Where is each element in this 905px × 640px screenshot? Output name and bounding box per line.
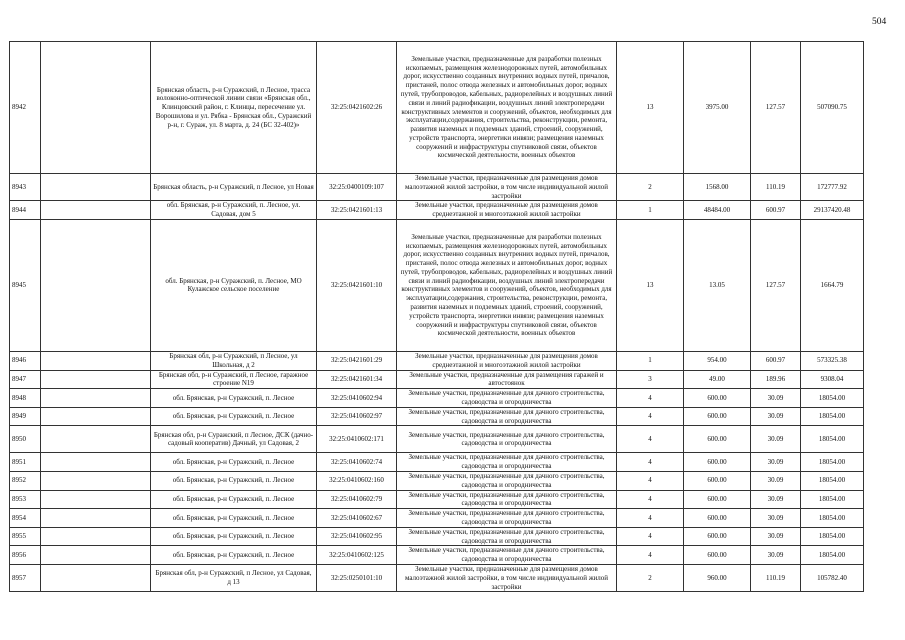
blank-cell bbox=[41, 351, 151, 370]
area-cell: 600.00 bbox=[684, 407, 751, 426]
cadastral-number-cell: 32:25:0421601:10 bbox=[317, 219, 397, 351]
use-code-cell: 1 bbox=[617, 201, 684, 220]
rate-cell: 30.09 bbox=[751, 407, 801, 426]
row-number: 8944 bbox=[10, 201, 41, 220]
area-cell: 3975.00 bbox=[684, 42, 751, 174]
blank-cell bbox=[41, 389, 151, 408]
table-row bbox=[10, 407, 864, 426]
rate-cell: 30.09 bbox=[751, 527, 801, 546]
cadastral-number-cell: 32:25:0410602:171 bbox=[317, 426, 397, 453]
land-use-cell: Земельные участки, предназначенные для размещения домов среднеэтажной и многоэтажной жилой застройки bbox=[397, 201, 617, 220]
address-cell: обл. Брянская, р-н Суражский, п. Лесное bbox=[151, 509, 317, 528]
cadastral-value-cell: 18054.00 bbox=[801, 407, 864, 426]
use-code-cell: 2 bbox=[617, 174, 684, 201]
use-code-cell: 4 bbox=[617, 546, 684, 565]
cadastral-number-cell: 32:25:0421601:34 bbox=[317, 370, 397, 389]
rate-cell: 30.09 bbox=[751, 453, 801, 472]
address-cell: Брянская обл, р-н Суражский, п Лесное, ул Садовая, д 13 bbox=[151, 564, 317, 591]
cadastral-value-cell: 9308.04 bbox=[801, 370, 864, 389]
rate-cell: 30.09 bbox=[751, 509, 801, 528]
rate-cell: 127.57 bbox=[751, 219, 801, 351]
cadastral-number-cell: 32:25:0410602:79 bbox=[317, 490, 397, 509]
rate-cell: 189.96 bbox=[751, 370, 801, 389]
blank-cell bbox=[41, 453, 151, 472]
use-code-cell: 1 bbox=[617, 351, 684, 370]
land-use-cell: Земельные участки, предназначенные для разработки полезных ископаемых, размещения железнодорожных путей, автомобильных дорог, искусственно созданных внутренних водных путей, причалов, пристаней, полос отвода железных и автомобильных дорог, водных путей, трубопроводов, кабельных, радиорелейных и воздушных линий связи и линий радиофикации, воздушных линий электропередачи конструктивных элементов и сооружений, объектов, необходимых для эксплуатации,содержания, строительства, реконструкции, ремонта, развития наземных и подземных зданий, строений, сооружений, устройств транспорта, энергетики инвязи; размещения наземных сооружений и инфраструктуры спутниковой связи, объектов космической деятельности, военных объектов bbox=[397, 42, 617, 174]
land-use-cell: Земельные участки, предназначенные для размещения домов среднеэтажной и многоэтажной жилой застройки bbox=[397, 351, 617, 370]
blank-cell bbox=[41, 490, 151, 509]
table-row bbox=[10, 219, 864, 351]
land-registry-table bbox=[9, 41, 864, 592]
rate-cell: 30.09 bbox=[751, 546, 801, 565]
area-cell: 13.05 bbox=[684, 219, 751, 351]
blank-cell bbox=[41, 527, 151, 546]
row-number: 8943 bbox=[10, 174, 41, 201]
land-use-cell: Земельные участки, предназначенные для дачного строительства, садоводства и огородничества bbox=[397, 509, 617, 528]
address-cell: Брянская область, р-н Суражский, п Лесное, трасса волоконно-оптической линии связи «Брянская обл., Клинцовский район, г. Клинцы, пересечение ул. Ворошилова и ул. Рябка - Брянская обл., Суражский р-н, г. Сураж, ул. 8 марта, д. 24 (БС 32-402)» bbox=[151, 42, 317, 174]
land-use-cell: Земельные участки, предназначенные для размещения домов малоэтажной жилой застройки, в том числе индивидуальной жилой застройки bbox=[397, 564, 617, 591]
cadastral-number-cell: 32:25:0410602:125 bbox=[317, 546, 397, 565]
land-use-cell: Земельные участки, предназначенные для размещения гаражей и автостоянок bbox=[397, 370, 617, 389]
cadastral-value-cell: 105782.40 bbox=[801, 564, 864, 591]
cadastral-value-cell: 18054.00 bbox=[801, 490, 864, 509]
area-cell: 600.00 bbox=[684, 389, 751, 408]
address-cell: обл. Брянская, р-н Суражский, п. Лесное, ул. Садовая, дом 5 bbox=[151, 201, 317, 220]
address-cell: обл. Брянская, р-н Суражский, п. Лесное bbox=[151, 453, 317, 472]
rate-cell: 30.09 bbox=[751, 490, 801, 509]
address-cell: обл. Брянская, р-н Суражский, п. Лесное bbox=[151, 389, 317, 408]
row-number: 8951 bbox=[10, 453, 41, 472]
table-row bbox=[10, 351, 864, 370]
use-code-cell: 4 bbox=[617, 490, 684, 509]
rate-cell: 30.09 bbox=[751, 471, 801, 490]
address-cell: обл. Брянская, р-н Суражский, п. Лесное, МО Кулажское сельское поселение bbox=[151, 219, 317, 351]
cadastral-number-cell: 32:25:0410602:94 bbox=[317, 389, 397, 408]
row-number: 8950 bbox=[10, 426, 41, 453]
cadastral-number-cell: 32:25:0410602:74 bbox=[317, 453, 397, 472]
rate-cell: 110.19 bbox=[751, 564, 801, 591]
cadastral-number-cell: 32:25:0410602:67 bbox=[317, 509, 397, 528]
area-cell: 954.00 bbox=[684, 351, 751, 370]
address-cell: обл. Брянская, р-н Суражский, п. Лесное bbox=[151, 471, 317, 490]
area-cell: 600.00 bbox=[684, 426, 751, 453]
area-cell: 600.00 bbox=[684, 509, 751, 528]
use-code-cell: 4 bbox=[617, 426, 684, 453]
table-row bbox=[10, 453, 864, 472]
table-row bbox=[10, 42, 864, 174]
rate-cell: 600.97 bbox=[751, 351, 801, 370]
table-row bbox=[10, 564, 864, 591]
area-cell: 48484.00 bbox=[684, 201, 751, 220]
cadastral-number-cell: 32:25:0410602:160 bbox=[317, 471, 397, 490]
cadastral-value-cell: 507090.75 bbox=[801, 42, 864, 174]
page-number: 504 bbox=[872, 17, 887, 27]
cadastral-value-cell: 18054.00 bbox=[801, 471, 864, 490]
rate-cell: 127.57 bbox=[751, 42, 801, 174]
area-cell: 600.00 bbox=[684, 471, 751, 490]
use-code-cell: 3 bbox=[617, 370, 684, 389]
address-cell: Брянская обл, р-н Суражский, п Лесное, ул Школьная, д 2 bbox=[151, 351, 317, 370]
cadastral-value-cell: 172777.92 bbox=[801, 174, 864, 201]
rate-cell: 600.97 bbox=[751, 201, 801, 220]
cadastral-value-cell: 18054.00 bbox=[801, 546, 864, 565]
land-use-cell: Земельные участки, предназначенные для разработки полезных ископаемых, размещения железнодорожных путей, автомобильных дорог, искусственно созданных внутренних водных путей, причалов, пристаней, полос отвода железных и автомобильных дорог, водных путей, трубопроводов, кабельных, радиорелейных и воздушных линий связи и линий радиофикации, воздушных линий электропередачи конструктивных элементов и сооружений, объектов, необходимых для эксплуатации,содержания, строительства, реконструкции, ремонта, развития наземных и подземных зданий, строений, сооружений, устройств транспорта, энергетики инвязи; размещения наземных сооружений и инфраструктуры спутниковой связи, объектов космической деятельности, военных объектов bbox=[397, 219, 617, 351]
use-code-cell: 4 bbox=[617, 471, 684, 490]
row-number: 8953 bbox=[10, 490, 41, 509]
blank-cell bbox=[41, 509, 151, 528]
cadastral-value-cell: 18054.00 bbox=[801, 527, 864, 546]
row-number: 8952 bbox=[10, 471, 41, 490]
address-cell: Брянская обл, р-н Суражский, п Лесное, ДСК (дачно-садовый кооператив) Дачный, ул Садовая, 2 bbox=[151, 426, 317, 453]
cadastral-value-cell: 18054.00 bbox=[801, 389, 864, 408]
table-row bbox=[10, 471, 864, 490]
address-cell: обл. Брянская, р-н Суражский, п. Лесное bbox=[151, 407, 317, 426]
table-row bbox=[10, 201, 864, 220]
use-code-cell: 13 bbox=[617, 42, 684, 174]
address-cell: Брянская область, р-н Суражский, п Лесное, ул Новая bbox=[151, 174, 317, 201]
blank-cell bbox=[41, 426, 151, 453]
use-code-cell: 4 bbox=[617, 453, 684, 472]
use-code-cell: 13 bbox=[617, 219, 684, 351]
use-code-cell: 2 bbox=[617, 564, 684, 591]
cadastral-value-cell: 18054.00 bbox=[801, 453, 864, 472]
area-cell: 600.00 bbox=[684, 546, 751, 565]
land-use-cell: Земельные участки, предназначенные для дачного строительства, садоводства и огородничества bbox=[397, 527, 617, 546]
blank-cell bbox=[41, 42, 151, 174]
land-use-cell: Земельные участки, предназначенные для размещения домов малоэтажной жилой застройки, в том числе индивидуальной жилой застройки bbox=[397, 174, 617, 201]
cadastral-value-cell: 29137420.48 bbox=[801, 201, 864, 220]
use-code-cell: 4 bbox=[617, 407, 684, 426]
blank-cell bbox=[41, 174, 151, 201]
cadastral-number-cell: 32:25:0410602:97 bbox=[317, 407, 397, 426]
blank-cell bbox=[41, 407, 151, 426]
area-cell: 49.00 bbox=[684, 370, 751, 389]
land-use-cell: Земельные участки, предназначенные для дачного строительства, садоводства и огородничества bbox=[397, 546, 617, 565]
rate-cell: 30.09 bbox=[751, 389, 801, 408]
cadastral-number-cell: 32:25:0410602:95 bbox=[317, 527, 397, 546]
use-code-cell: 4 bbox=[617, 389, 684, 408]
row-number: 8948 bbox=[10, 389, 41, 408]
area-cell: 960.00 bbox=[684, 564, 751, 591]
area-cell: 1568.00 bbox=[684, 174, 751, 201]
blank-cell bbox=[41, 471, 151, 490]
table-row bbox=[10, 389, 864, 408]
cadastral-value-cell: 1664.79 bbox=[801, 219, 864, 351]
address-cell: обл. Брянская, р-н Суражский, п. Лесное bbox=[151, 546, 317, 565]
land-use-cell: Земельные участки, предназначенные для дачного строительства, садоводства и огородничества bbox=[397, 453, 617, 472]
land-use-cell: Земельные участки, предназначенные для дачного строительства, садоводства и огородничества bbox=[397, 407, 617, 426]
row-number: 8955 bbox=[10, 527, 41, 546]
blank-cell bbox=[41, 219, 151, 351]
blank-cell bbox=[41, 370, 151, 389]
cadastral-number-cell: 32:25:0421602:26 bbox=[317, 42, 397, 174]
table-row bbox=[10, 546, 864, 565]
cadastral-number-cell: 32:25:0400109:107 bbox=[317, 174, 397, 201]
row-number: 8947 bbox=[10, 370, 41, 389]
table-row bbox=[10, 426, 864, 453]
cadastral-number-cell: 32:25:0421601:13 bbox=[317, 201, 397, 220]
rate-cell: 30.09 bbox=[751, 426, 801, 453]
use-code-cell: 4 bbox=[617, 527, 684, 546]
row-number: 8956 bbox=[10, 546, 41, 565]
area-cell: 600.00 bbox=[684, 527, 751, 546]
cadastral-value-cell: 573325.38 bbox=[801, 351, 864, 370]
area-cell: 600.00 bbox=[684, 453, 751, 472]
rate-cell: 110.19 bbox=[751, 174, 801, 201]
cadastral-number-cell: 32:25:0250101:10 bbox=[317, 564, 397, 591]
table-row bbox=[10, 370, 864, 389]
table-body bbox=[10, 42, 864, 592]
row-number: 8946 bbox=[10, 351, 41, 370]
cadastral-value-cell: 18054.00 bbox=[801, 426, 864, 453]
table-row bbox=[10, 509, 864, 528]
row-number: 8942 bbox=[10, 42, 41, 174]
cadastral-value-cell: 18054.00 bbox=[801, 509, 864, 528]
row-number: 8949 bbox=[10, 407, 41, 426]
address-cell: обл. Брянская, р-н Суражский, п. Лесное bbox=[151, 527, 317, 546]
address-cell: Брянская обл, р-н Суражский, п Лесное, гаражное строение N19 bbox=[151, 370, 317, 389]
table-row bbox=[10, 527, 864, 546]
row-number: 8957 bbox=[10, 564, 41, 591]
blank-cell bbox=[41, 201, 151, 220]
address-cell: обл. Брянская, р-н Суражский, п. Лесное bbox=[151, 490, 317, 509]
blank-cell bbox=[41, 564, 151, 591]
land-use-cell: Земельные участки, предназначенные для дачного строительства, садоводства и огородничества bbox=[397, 426, 617, 453]
use-code-cell: 4 bbox=[617, 509, 684, 528]
land-use-cell: Земельные участки, предназначенные для дачного строительства, садоводства и огородничества bbox=[397, 389, 617, 408]
area-cell: 600.00 bbox=[684, 490, 751, 509]
land-use-cell: Земельные участки, предназначенные для дачного строительства, садоводства и огородничества bbox=[397, 471, 617, 490]
cadastral-number-cell: 32:25:0421601:29 bbox=[317, 351, 397, 370]
table-row bbox=[10, 490, 864, 509]
row-number: 8945 bbox=[10, 219, 41, 351]
row-number: 8954 bbox=[10, 509, 41, 528]
blank-cell bbox=[41, 546, 151, 565]
table-row bbox=[10, 174, 864, 201]
land-use-cell: Земельные участки, предназначенные для дачного строительства, садоводства и огородничества bbox=[397, 490, 617, 509]
